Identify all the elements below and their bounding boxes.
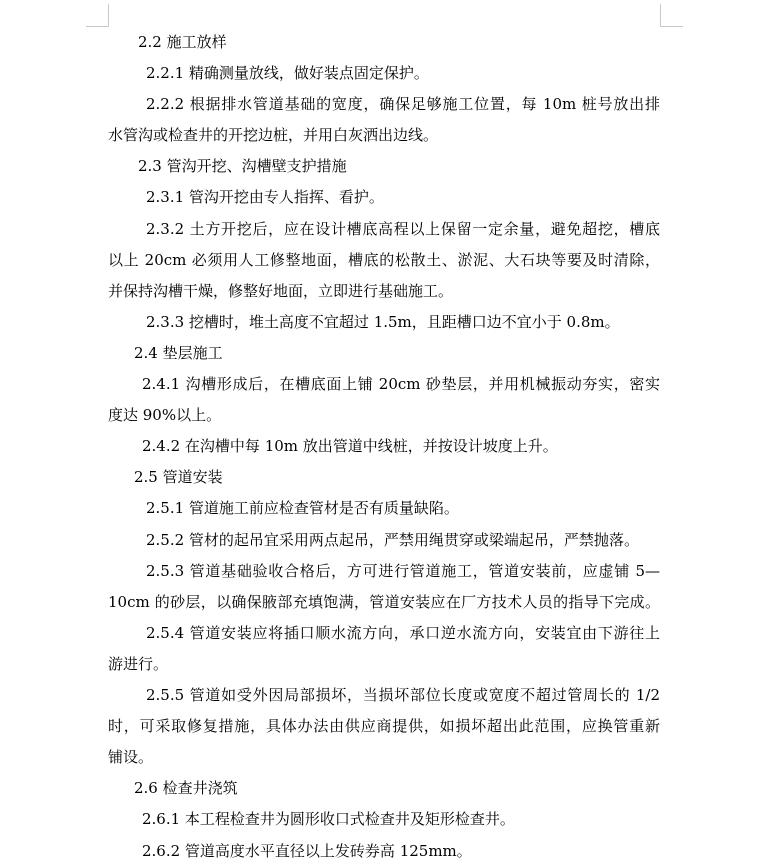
paragraph-2-3-2-line-2: 以上 20cm 必须用人工修整地面，槽底的松散土、淤泥、大石块等要及时清除， [108, 251, 660, 269]
paragraph-2-5-2: 2.5.2 管材的起吊宜采用两点起吊，严禁用绳贯穿或梁端起吊，严禁抛落。 [146, 531, 639, 549]
paragraph-2-3-3: 2.3.3 挖槽时，堆土高度不宜超过 1.5m，且距槽口边不宜小于 0.8m。 [146, 313, 620, 331]
paragraph-2-6-2: 2.6.2 管道高度水平直径以上发砖券高 125mm。 [142, 842, 472, 860]
margin-corner-mark-left [86, 4, 109, 27]
paragraph-2-3-2-line-1: 2.3.2 土方开挖后，应在设计槽底高程以上保留一定余量，避免超挖，槽底 [146, 220, 660, 238]
paragraph-2-5-1: 2.5.1 管道施工前应检查管材是否有质量缺陷。 [146, 499, 459, 517]
heading-2-2: 2.2 施工放样 [138, 33, 227, 51]
paragraph-2-2-2-line-1: 2.2.2 根据排水管道基础的宽度，确保足够施工位置，每 10m 桩号放出排 [146, 95, 660, 113]
paragraph-2-5-5-line-2: 时，可采取修复措施，具体办法由供应商提供，如损坏超出此范围，应换管重新 [108, 717, 660, 735]
paragraph-2-4-1-line-1: 2.4.1 沟槽形成后，在槽底面上铺 20cm 砂垫层，并用机械振动夯实，密实 [142, 375, 660, 393]
paragraph-2-3-1: 2.3.1 管沟开挖由专人指挥、看护。 [146, 188, 384, 206]
paragraph-2-5-3-line-1: 2.5.3 管道基础验收合格后，方可进行管道施工，管道安装前，应虚铺 5— [146, 562, 660, 580]
paragraph-2-4-1-line-2: 度达 90%以上。 [108, 406, 222, 424]
heading-2-3: 2.3 管沟开挖、沟槽壁支护措施 [138, 157, 347, 175]
paragraph-2-2-1: 2.2.1 精确测量放线，做好装点固定保护。 [146, 64, 429, 82]
paragraph-2-4-2: 2.4.2 在沟槽中每 10m 放出管道中线桩，并按设计坡度上升。 [142, 437, 558, 455]
paragraph-2-5-4-line-1: 2.5.4 管道安装应将插口顺水流方向，承口逆水流方向，安装宜由下游往上 [146, 624, 660, 642]
heading-2-4: 2.4 垫层施工 [134, 344, 223, 362]
heading-2-5: 2.5 管道安装 [134, 468, 223, 486]
heading-2-6: 2.6 检查井浇筑 [134, 779, 238, 797]
paragraph-2-3-2-line-3: 并保持沟槽干燥，修整好地面，立即进行基础施工。 [108, 282, 454, 300]
paragraph-2-5-5-line-1: 2.5.5 管道如受外因局部损坏，当损坏部位长度或宽度不超过管周长的 1/2 [146, 686, 660, 704]
paragraph-2-5-3-line-2: 10cm 的砂层，以确保腋部充填饱满，管道安装应在厂方技术人员的指导下完成。 [108, 593, 660, 611]
paragraph-2-2-2-line-2: 水管沟或检查井的开挖边桩，并用白灰洒出边线。 [108, 126, 439, 144]
paragraph-2-6-1: 2.6.1 本工程检查井为圆形收口式检查井及矩形检查井。 [142, 810, 515, 828]
paragraph-2-5-4-line-2: 游进行。 [108, 655, 169, 673]
paragraph-2-5-5-line-3: 铺设。 [108, 748, 154, 766]
margin-corner-mark-right [660, 4, 683, 27]
